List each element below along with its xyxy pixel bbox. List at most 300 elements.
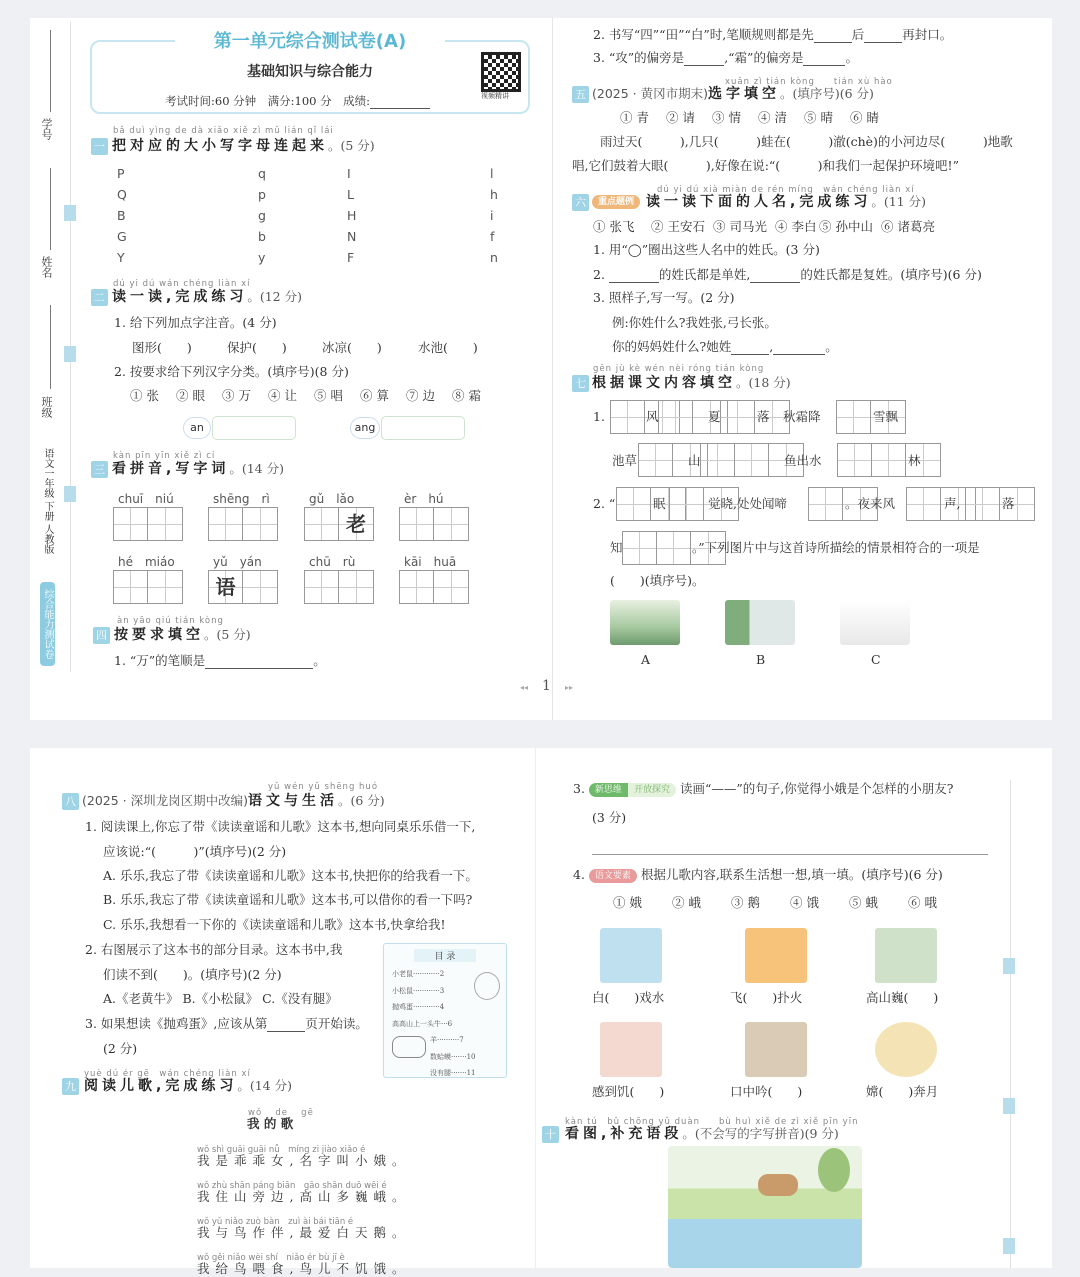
grid-char <box>148 508 182 540</box>
qr-code[interactable] <box>481 52 521 92</box>
grid-cell[interactable] <box>209 571 243 603</box>
an-answer-box[interactable] <box>212 416 296 440</box>
question-8-2: 2. 右图展示了这本书的部分目录。这本书中,我 <box>85 942 343 957</box>
picture-caption: 口中吟( ) <box>730 1084 803 1099</box>
grid-cell[interactable] <box>305 571 339 603</box>
name-option: ① 张飞 <box>593 219 635 234</box>
binding-margin-line <box>1010 780 1011 1268</box>
section-8-number: 八 <box>62 793 79 810</box>
grid-char <box>339 571 373 603</box>
q-text: 页开始读。 <box>305 1016 368 1031</box>
char-option: ⑥ 睛 <box>850 110 879 125</box>
exam-info <box>165 93 430 109</box>
section-8-pinyin: yǔ wén yǔ shēng huó <box>268 782 379 792</box>
char-option: ② 峨 <box>672 895 701 910</box>
title-text: 把对应的大小写字母连起来 <box>112 138 328 154</box>
grid-cell[interactable] <box>907 488 941 520</box>
answer-blank[interactable] <box>814 42 852 43</box>
q-text: 的姓氏都是复姓。(填序号)(6 分) <box>800 267 982 282</box>
fill-picture[interactable] <box>600 928 662 983</box>
name-option: ⑥ 诸葛亮 <box>881 219 935 234</box>
grid-char <box>966 488 999 520</box>
fill-picture[interactable] <box>875 1022 937 1077</box>
grid-cell[interactable] <box>148 571 182 603</box>
text-fragment: 觉晓,处处闻啼 <box>708 496 787 511</box>
char-option: ③ 鹅 <box>731 895 760 910</box>
title-text: 语文与生活 <box>248 793 338 809</box>
section-6-title <box>592 193 926 211</box>
grid-cell[interactable] <box>209 508 243 540</box>
score-blank[interactable] <box>370 108 430 109</box>
text-fragment: 。”下列图片中与这首诗所描绘的情景相符合的一项是 <box>692 540 980 555</box>
farm-pond-illustration <box>668 1146 862 1268</box>
title-text: 读一读,完成练习 <box>112 289 248 305</box>
source: (2025 · 黄冈市期末) <box>592 86 708 101</box>
toc-entry: 数蛤蟆·······10 <box>430 1052 476 1061</box>
example: 例:你姓什么?我姓张,弓长张。 <box>612 315 777 330</box>
grid-cell[interactable] <box>809 488 843 520</box>
question-8-3 <box>85 1016 368 1032</box>
grid-cell[interactable] <box>623 532 657 564</box>
grid-cell[interactable] <box>617 488 651 520</box>
title-text: 选字填空 <box>708 86 780 102</box>
letter[interactable]: p <box>258 187 266 202</box>
section-5-pinyin: xuǎn zì tián kòng tián xù hào <box>725 77 893 87</box>
student-id-label: 学号 <box>40 118 53 140</box>
word-with-blank[interactable]: 冰凉( ) <box>322 340 382 355</box>
name-label: 姓名 <box>40 256 53 278</box>
points: 。(填序号)(6 分) <box>780 86 874 101</box>
q-text: ,“霜”的偏旁是 <box>724 50 804 65</box>
tian-grid[interactable] <box>113 507 183 541</box>
margin-tab <box>1003 1098 1015 1114</box>
question-6-1: 1. 用“◯”圈出这些人名中的姓氏。(3 分) <box>593 242 820 257</box>
page-divider <box>535 748 536 1268</box>
name-option: ④ 李白 <box>775 219 817 234</box>
answer-blank[interactable] <box>609 282 659 283</box>
q-text: 读画“——”的句子,你觉得小娥是个怎样的小朋友? <box>679 781 954 796</box>
grid-char <box>701 444 734 476</box>
char-option: ④ 清 <box>758 110 787 125</box>
poem-line: 我住山旁边,高山多巍峨。 <box>197 1189 411 1204</box>
class-label: 班级 <box>40 396 53 418</box>
question-8-2-cont: 们读不到( )。(填序号)(2 分) <box>103 967 282 982</box>
section-2-pinyin: dú yi dú wán chéng liàn xí <box>113 279 251 289</box>
char-option: ① 张 <box>130 388 159 403</box>
name-line <box>50 168 51 250</box>
q-text: 3. “攻”的偏旁是 <box>593 50 685 65</box>
points: 。(5 分) <box>328 138 375 153</box>
grid-char <box>809 488 842 520</box>
section-3-title <box>112 460 284 478</box>
section-10-number: 十 <box>542 1126 559 1143</box>
grid-char <box>400 571 433 603</box>
key-point-badge: 重点题例 <box>592 195 640 209</box>
letter[interactable]: F <box>347 250 355 265</box>
points: 。(14 分) <box>229 461 284 476</box>
grid-cell[interactable] <box>735 444 769 476</box>
poem-line-pinyin: wǒ zhù shān páng biān gāo shān duō wēi é <box>197 1181 387 1191</box>
points: (2 分) <box>103 1041 138 1056</box>
tian-grid[interactable] <box>399 570 469 604</box>
grid-char <box>434 571 468 603</box>
language-element-badge: 语文要素 <box>589 869 637 883</box>
answer-blank[interactable] <box>684 65 724 66</box>
grid-pinyin: hé miáo <box>118 555 175 569</box>
grid-char <box>617 488 650 520</box>
name-option: ⑤ 孙中山 <box>819 219 873 234</box>
letter[interactable]: B <box>117 208 126 223</box>
margin-tab <box>64 346 76 362</box>
char-option: ⑤ 唱 <box>314 388 343 403</box>
option-b: B. 乐乐,我忘了带《读读童谣和儿歌》这本书,可以借你的看一下吗? <box>103 892 473 907</box>
poem-line: 我是乖乖女,名字叫小娥。 <box>197 1153 411 1168</box>
poem-title-pinyin: wǒ de gē <box>248 1108 314 1118</box>
header-title: 第一单元综合测试卷(A) <box>175 30 445 54</box>
answer-blank[interactable] <box>205 668 313 669</box>
grid-cell[interactable] <box>400 571 434 603</box>
picture-caption: 高山巍( ) <box>866 990 939 1005</box>
grid-char <box>148 571 182 603</box>
grid-cell[interactable] <box>639 444 673 476</box>
char-option: ② 眼 <box>176 388 205 403</box>
q-text: 后 <box>851 27 865 42</box>
margin-tab <box>1003 958 1015 974</box>
points: (3 分) <box>592 810 627 825</box>
q-text: 4. <box>573 867 585 882</box>
passage-line: 唱,它们鼓着大眼( ),好像在说:“( )和我们一起保护环境吧!” <box>572 158 959 173</box>
question-6-2 <box>593 267 982 283</box>
margin-tab <box>64 486 76 502</box>
prev-page-icon[interactable]: ◂◂ <box>520 683 529 692</box>
q-text: 3. <box>573 781 585 796</box>
text-fragment: 林 <box>908 453 921 468</box>
question-9-3 <box>573 781 953 797</box>
grid-cell[interactable] <box>114 571 148 603</box>
question-8-1-cont: 应该说:“( )”(填序号)(2 分) <box>103 844 287 859</box>
q-text: 再封口。 <box>902 27 953 42</box>
letter[interactable]: b <box>258 229 266 244</box>
exam-info-text: 考试时间:60 分钟 满分:100 分 成绩: <box>165 94 371 108</box>
section-6-pinyin: dú yi dú xià miàn de rén míng wán chéng liàn xí <box>657 185 915 195</box>
poem-line: 我给鸟喂食,鸟儿不饥饿。 <box>197 1261 411 1276</box>
section-5-number: 五 <box>572 86 589 103</box>
text-fragment: 落 <box>757 409 770 424</box>
letter[interactable]: h <box>490 187 498 202</box>
letter[interactable]: L <box>347 187 354 202</box>
grid-char <box>434 508 468 540</box>
char-option: ① 娥 <box>613 895 642 910</box>
grid-char <box>209 508 242 540</box>
letter[interactable]: n <box>490 250 498 265</box>
char-option: ③ 万 <box>222 388 251 403</box>
name-option: ② 王安石 <box>651 219 705 234</box>
tree-illustration <box>818 1148 850 1192</box>
points: 。(11 分) <box>871 194 926 209</box>
question-2-2: 2. 按要求给下列汉字分类。(填序号)(8 分) <box>114 364 349 379</box>
name-option: ③ 司马光 <box>713 219 767 234</box>
grid-cell[interactable] <box>872 444 906 476</box>
points: 。(12 分) <box>247 289 302 304</box>
picture-label: A <box>641 652 651 667</box>
toc-title: 目 录 <box>414 949 476 962</box>
toc-entry: 高高山上一头牛···6 <box>392 1019 453 1028</box>
toc-entry: 抛鸡蛋············4 <box>392 1003 445 1011</box>
page-number: 1 <box>542 678 551 694</box>
grid-cell[interactable] <box>114 508 148 540</box>
series-label: 综合能力测试卷 <box>40 582 55 666</box>
grid-char <box>305 508 338 540</box>
ang-label: ang <box>350 417 380 439</box>
q-text: 1. “万”的笔顺是 <box>114 653 206 668</box>
section-9-number: 九 <box>62 1078 79 1095</box>
grid-char <box>243 508 277 540</box>
char-option: ⑦ 边 <box>406 388 435 403</box>
question-6-3: 3. 照样子,写一写。(2 分) <box>593 290 735 305</box>
section-3-pinyin: kàn pīn yīn xiě zì cí <box>113 451 216 461</box>
page-divider <box>552 18 553 720</box>
grid-char <box>907 488 940 520</box>
header-subtitle: 基础知识与综合能力 <box>247 64 373 80</box>
title-text: 阅读儿歌,完成练习 <box>84 1078 238 1094</box>
title-text: 看拼音,写字词 <box>112 461 230 477</box>
an-label: an <box>183 417 211 439</box>
next-page-icon[interactable]: ▸▸ <box>564 683 573 692</box>
grid-cell[interactable] <box>721 401 755 433</box>
grid-char <box>837 401 870 433</box>
tian-grid[interactable] <box>965 487 1035 521</box>
text-fragment: ( )(填序号)。 <box>610 573 705 588</box>
points: 。(18 分) <box>736 375 791 390</box>
grid-char <box>114 508 147 540</box>
text-fragment: 池草 <box>612 453 638 468</box>
letter[interactable]: P <box>117 166 125 181</box>
q-text: 的姓氏都是单姓, <box>658 267 751 282</box>
tian-grid[interactable] <box>304 570 374 604</box>
text-fragment: 眠 <box>653 496 666 511</box>
answer-blank[interactable] <box>864 42 902 43</box>
letter[interactable]: q <box>258 166 266 181</box>
section-5-title <box>592 85 874 103</box>
grid-char: 老 <box>346 512 366 536</box>
mouse-illustration <box>474 972 500 1000</box>
grid-cell[interactable] <box>657 532 691 564</box>
fill-picture[interactable] <box>875 928 937 983</box>
grid-cell[interactable] <box>339 571 373 603</box>
grid-char <box>735 444 768 476</box>
section-1-pinyin: bǎ duì yìng de dà xiǎo xiě zì mǔ lián qǐ lái <box>113 126 334 136</box>
picture-label: C <box>871 652 881 667</box>
word-with-blank[interactable]: 图形( ) <box>132 340 192 355</box>
section-4-title <box>114 626 251 644</box>
letter[interactable]: I <box>347 166 351 181</box>
text-fragment: 落 <box>1002 496 1015 511</box>
grid-char <box>657 532 690 564</box>
grid-char <box>639 444 672 476</box>
grid-cell[interactable] <box>670 488 704 520</box>
option-c: C. 乐乐,我想看一下你的《读读童谣和儿歌》这本书,快拿给我! <box>103 917 446 932</box>
grid-cell[interactable] <box>339 508 373 540</box>
grid-cell[interactable] <box>434 508 468 540</box>
section-1-title <box>112 137 375 155</box>
tian-grid[interactable] <box>208 507 278 541</box>
answer-blank[interactable] <box>773 354 825 355</box>
answer-blank[interactable] <box>803 65 845 66</box>
grid-cell[interactable] <box>305 508 339 540</box>
letter[interactable]: N <box>347 229 357 244</box>
letter[interactable]: Y <box>117 250 125 265</box>
letter[interactable]: i <box>490 208 494 223</box>
source: (2025 · 深圳龙岗区期中改编) <box>82 793 248 808</box>
char-option: ⑤ 晴 <box>804 110 833 125</box>
text-fragment: 1. <box>593 409 605 424</box>
grid-cell[interactable] <box>243 508 277 540</box>
grid-char <box>838 444 871 476</box>
letter[interactable]: H <box>347 208 357 223</box>
grid-pinyin: èr hú <box>404 492 444 506</box>
grid-char <box>721 401 754 433</box>
grid-cell[interactable] <box>838 444 872 476</box>
grid-cell[interactable] <box>659 401 693 433</box>
letter[interactable]: G <box>117 229 127 244</box>
question-2-1: 1. 给下列加点字注音。(4 分) <box>114 315 277 330</box>
text-fragment: 知 <box>610 540 623 555</box>
text-fragment: 山 <box>688 453 701 468</box>
picture-label: B <box>756 652 766 667</box>
question-4-1: 1. “万”的笔顺是 。 <box>114 653 326 668</box>
tian-grid[interactable] <box>113 570 183 604</box>
word-with-blank[interactable]: 保护( ) <box>227 340 287 355</box>
answer-blank[interactable] <box>267 1031 305 1032</box>
q-text: 2. 书写“四”“田”“白”时,笔顺规则都是先 <box>593 27 814 42</box>
points: 。(14 分) <box>237 1078 292 1093</box>
open-inquiry-badge: 开放探究 <box>628 783 676 797</box>
points: 。(5 分) <box>204 627 251 642</box>
margin-tab <box>1003 1238 1015 1254</box>
grid-char <box>611 401 644 433</box>
char-option: ⑥ 算 <box>360 388 389 403</box>
poem-line-pinyin: wǒ gěi niǎo wèi shí niǎo ér bù jī è <box>197 1253 345 1263</box>
tian-grid[interactable] <box>837 443 941 477</box>
grid-char <box>670 488 703 520</box>
question-4-3: 3. “攻”的偏旁是 ,“霜”的偏旁是 。 <box>593 50 858 65</box>
answer-blank[interactable] <box>750 282 800 283</box>
passage-line: 雨过天( ),几只( )蛙在( )澈(chè)的小河边尽( )地歌 <box>600 134 1013 149</box>
section-3-number: 三 <box>91 461 108 478</box>
section-6-number: 六 <box>572 194 589 211</box>
section-7-pinyin: gēn jù kè wén nèi róng tián kòng <box>593 364 765 374</box>
qr-caption: 视频精讲 <box>481 92 509 100</box>
text-fragment: 夏 <box>708 409 721 424</box>
char-option: ① 青 <box>620 110 649 125</box>
text-fragment: 2. “ <box>593 496 616 511</box>
letter[interactable]: y <box>258 250 266 265</box>
section-1-number: 一 <box>91 138 108 155</box>
grid-cell[interactable] <box>611 401 645 433</box>
grid-char <box>872 444 905 476</box>
margin-tab <box>64 205 76 221</box>
question-4-2 <box>593 27 952 43</box>
picture-caption: 白( )戏水 <box>592 990 665 1005</box>
toc-entry: 没有腿·······11 <box>430 1069 476 1077</box>
char-option: ② 请 <box>666 110 695 125</box>
tian-grid[interactable] <box>304 507 374 541</box>
text-fragment: 秋霜降 <box>783 409 821 424</box>
char-option: ⑧ 霜 <box>452 388 481 403</box>
cow-illustration <box>392 1036 426 1058</box>
grid-cell[interactable] <box>837 401 871 433</box>
page-nav <box>520 678 573 696</box>
poem-picture-a[interactable] <box>610 600 680 645</box>
question-6-3-line: 你的妈妈姓什么?她姓 , 。 <box>612 339 838 354</box>
answer-line[interactable] <box>592 854 988 855</box>
grid-char <box>400 508 433 540</box>
title-text: 按要求填空 <box>114 627 204 643</box>
grid-cell[interactable] <box>966 488 1000 520</box>
ang-answer-box[interactable] <box>381 416 465 440</box>
tian-grid[interactable] <box>720 400 790 434</box>
grid-char <box>623 532 656 564</box>
poem-picture-b[interactable] <box>725 600 795 645</box>
grid-cell[interactable] <box>400 508 434 540</box>
tian-grid[interactable] <box>399 507 469 541</box>
char-option: ⑥ 哦 <box>908 895 937 910</box>
grid-char <box>114 571 147 603</box>
fill-picture[interactable] <box>745 1022 807 1077</box>
points: 。(不会写的字写拼音)(9 分) <box>682 1126 839 1141</box>
grid-cell[interactable] <box>148 508 182 540</box>
text-fragment: 声, <box>944 496 961 511</box>
grid-pinyin: shēng rì <box>213 492 270 506</box>
letter[interactable]: Q <box>117 187 127 202</box>
grid-cell[interactable] <box>243 571 277 603</box>
class-line <box>50 305 51 389</box>
text-fragment: 。夜来风 <box>845 496 896 511</box>
picture-caption: 感到饥( ) <box>592 1084 665 1099</box>
section-10-title <box>565 1125 839 1143</box>
answer-blank[interactable] <box>731 354 769 355</box>
points: 。(6 分) <box>338 793 385 808</box>
grid-pinyin: chuī niú <box>118 492 174 506</box>
question-9-4 <box>573 867 943 883</box>
char-option: ⑤ 蛾 <box>849 895 878 910</box>
grid-pinyin: gǔ lǎo <box>309 492 355 506</box>
section-2-number: 二 <box>91 289 108 306</box>
section-8-title <box>82 792 385 810</box>
letter[interactable]: g <box>258 208 266 223</box>
section-9-pinyin: yuè dú ér gē wán chéng liàn xí <box>84 1069 251 1079</box>
letter[interactable]: l <box>490 166 494 181</box>
title-text: 根据课文内容填空 <box>592 375 736 391</box>
word-with-blank[interactable]: 水池( ) <box>418 340 478 355</box>
new-thinking-badge: 新思维 <box>589 783 628 797</box>
question-8-1: 1. 阅读课上,你忘了带《读读童谣和儿歌》这本书,想向同桌乐乐借一下, <box>85 819 476 834</box>
tian-grid[interactable] <box>208 570 278 604</box>
fill-picture[interactable] <box>600 1022 662 1077</box>
grid-char <box>243 571 277 603</box>
letter[interactable]: f <box>490 229 495 244</box>
toc-entry: 羊··········7 <box>430 1036 464 1044</box>
fill-picture[interactable] <box>745 928 807 983</box>
section-7-title <box>592 374 791 392</box>
toc-entry: 小松鼠············3 <box>392 986 445 995</box>
grid-cell[interactable] <box>434 571 468 603</box>
toc-entry: 小老鼠············2 <box>392 970 445 978</box>
poem-picture-c[interactable] <box>840 600 910 645</box>
grid-pinyin: chū rù <box>309 555 356 569</box>
grid-cell[interactable] <box>701 444 735 476</box>
poem-line: 我与鸟作伴,最爱白天鹅。 <box>197 1225 411 1240</box>
